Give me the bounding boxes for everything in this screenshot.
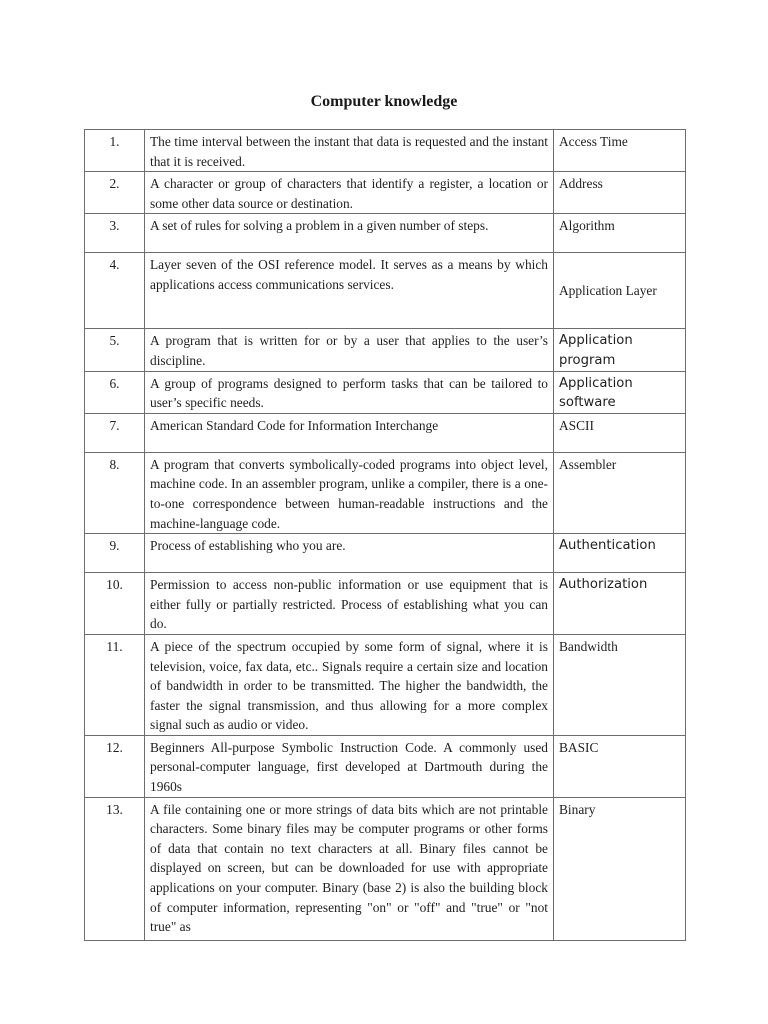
row-definition: A program that is written for or by a user that applies to the user’s discipline. xyxy=(145,329,554,371)
row-number: 12. xyxy=(85,735,145,797)
row-term: Authentication xyxy=(554,534,686,573)
row-number: 6. xyxy=(85,371,145,413)
row-definition: Process of establishing who you are. xyxy=(145,534,554,573)
row-term: Authorization xyxy=(554,573,686,635)
row-definition xyxy=(145,797,554,940)
row-definition: The time interval between the instant that data is requested and the instant that it is received. xyxy=(145,130,554,172)
table-row xyxy=(85,573,686,635)
row-number: 1. xyxy=(85,130,145,172)
row-definition: A group of programs designed to perform tasks that can be tailored to user’s specific needs. xyxy=(145,371,554,413)
row-number: 4. xyxy=(85,253,145,329)
row-term: Application program xyxy=(554,329,686,371)
table-row xyxy=(85,172,686,214)
table-row xyxy=(85,214,686,253)
row-term: Address xyxy=(554,172,686,214)
row-number: 2. xyxy=(85,172,145,214)
row-definition: A program that converts symbolically-coded programs into object level, machine code. In an assembler program, unlike a compiler, there is a one-to-one correspondence between human-readable instructions and the machine-language code. xyxy=(145,452,554,533)
row-term: ASCII xyxy=(554,413,686,452)
row-number: 5. xyxy=(85,329,145,371)
table-row xyxy=(85,452,686,533)
row-term: Access Time xyxy=(554,130,686,172)
row-definition: A set of rules for solving a problem in a given number of steps. xyxy=(145,214,554,253)
table-row xyxy=(85,735,686,797)
row-number: 10. xyxy=(85,573,145,635)
table-row xyxy=(85,253,686,329)
table-row xyxy=(85,413,686,452)
table-row xyxy=(85,371,686,413)
table-row xyxy=(85,130,686,172)
table-row xyxy=(85,797,686,940)
row-term: Application Layer xyxy=(554,253,686,329)
table-row xyxy=(85,634,686,735)
row-term: Algorithm xyxy=(554,214,686,253)
row-definition: Permission to access non-public information or use equipment that is either fully or partially restricted. Process of establishing what you can do. xyxy=(145,573,554,635)
row-term: Binary xyxy=(554,797,686,940)
row-definition: A character or group of characters that identify a register, a location or some other data source or destination. xyxy=(145,172,554,214)
row-definition: American Standard Code for Information Interchange xyxy=(145,413,554,452)
row-term: Application software xyxy=(554,371,686,413)
document-title: Computer knowledge xyxy=(310,93,458,110)
row-term: Assembler xyxy=(554,452,686,533)
row-number: 7. xyxy=(85,413,145,452)
table-row xyxy=(85,534,686,573)
row-number: 3. xyxy=(85,214,145,253)
row-number: 11. xyxy=(85,634,145,735)
row-term: Bandwidth xyxy=(554,634,686,735)
row-definition: A piece of the spectrum occupied by some form of signal, where it is television, voice, fax data, etc.. Signals require a certain size and location of bandwidth in order to be transmitted. The higher the bandwidth, the faster the signal transmission, and thus allowing for a more complex signal such as audio or video. xyxy=(145,634,554,735)
row-number: 13. xyxy=(85,797,145,940)
row-term: BASIC xyxy=(554,735,686,797)
row-number: 8. xyxy=(85,452,145,533)
row-definition: Layer seven of the OSI reference model. It serves as a means by which applications access communications services. xyxy=(145,253,554,329)
row-definition: Beginners All-purpose Symbolic Instruction Code. A commonly used personal-computer language, first developed at Dartmouth during the 1960s xyxy=(145,735,554,797)
glossary-table xyxy=(84,129,686,941)
row-number: 9. xyxy=(85,534,145,573)
table-row xyxy=(85,329,686,371)
row-definition-text: A file containing one or more strings of data bits which are not printable characters. Some binary files may be computer programs or other forms of data that contain no text characters at all. Binary files cannot be displayed on screen, but can be downloaded for use with appropriate applications on your computer. Binary (base 2) is also the building block of computer information, representing "on" or "off" and "true" or "not true" as xyxy=(150,801,548,935)
